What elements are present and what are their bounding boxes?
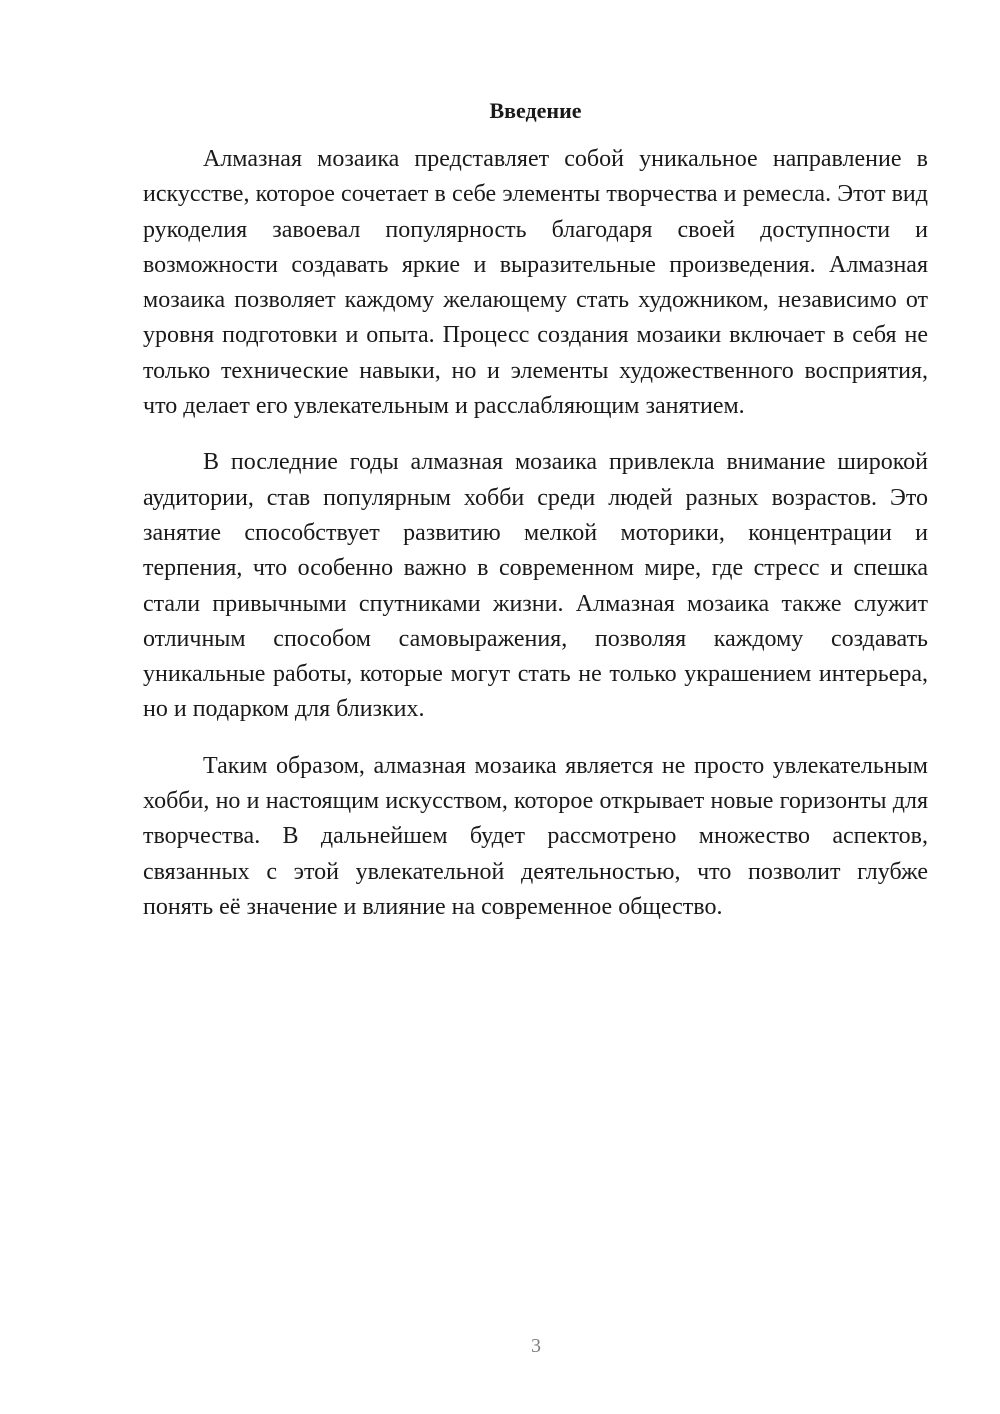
paragraph-3: Таким образом, алмазная мозаика является не просто увлекательным хобби, но и настоящим искусством, которое открывает новые горизонты для творчества. В дальнейшем будет рассмотрено множество аспектов, связанных с этой увлекательной деятельностью, что позволит глубже понять её значение и влияние на современное общество. [143, 752, 928, 920]
page-title: Введение [489, 98, 582, 123]
paragraph-1: Алмазная мозаика представляет собой уникальное направление в искусстве, которое сочетает в себе элементы творчества и ремесла. Этот вид рукоделия завоевал популярность благодаря своей доступности и возможности создавать яркие и выразительные произведения. Алмазная мозаика позволяет каждому желающему стать художником, независимо от уровня подготовки и опыта. Процесс создания мозаики включает в себя не только технические навыки, но и элементы художественного восприятия, что делает его увлекательным и расслабляющим занятием. [143, 146, 928, 420]
body-text [143, 142, 928, 946]
page-number: 3 [531, 1335, 541, 1357]
paragraph-2: В последние годы алмазная мозаика привлекла внимание широкой аудитории, став популярным хобби среди людей разных возрастов. Это занятие способствует развитию мелкой моторики, концентрации и терпения, что особенно важно в современном мире, где стресс и спешка стали привычными спутниками жизни. Алмазная мозаика также служит отличным способом самовыражения, позволяя каждому создавать уникальные работы, которые могут стать не только украшением интерьера, но и подарком для близких. [143, 449, 928, 723]
